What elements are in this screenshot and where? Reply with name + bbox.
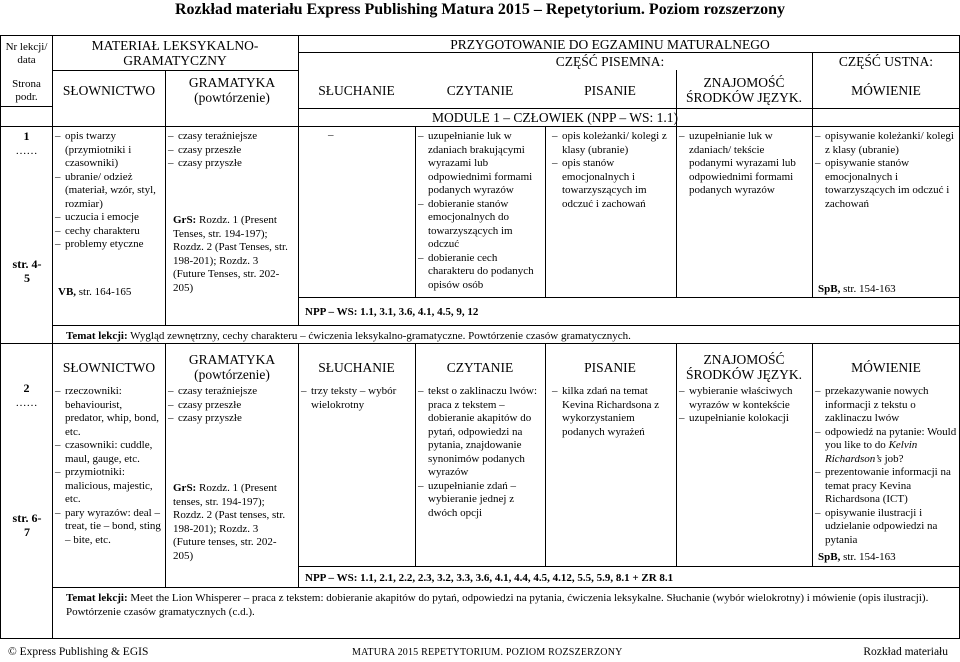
list-item: – uzupełnianie luk w zdaniach/ tekście podanymi wyrazami lub odpowiednimi formami podanych wyrazów	[679, 130, 809, 198]
list-item: – dobieranie cech charakteru do podanych opisów osób	[418, 252, 543, 293]
lesson1-page: str. 4-5	[12, 257, 42, 285]
lesson1-temat: Temat lekcji: Wygląd zewnętrzny, cechy charakteru – ćwiczenia leksykalno-gramatyczne. Powtórzenie czasów gramatycznych.	[66, 330, 631, 342]
list-item: – prezentowanie informacji na temat pracy Kevina Richardsona (ICT)	[815, 466, 958, 507]
list-item: – przekazywanie nowych informacji z tekstu o zaklinaczu lwów	[815, 385, 958, 426]
lesson2-znajomosc-list	[679, 385, 809, 426]
list-item: – problemy etyczne	[55, 238, 163, 252]
list-item: – czasy przyszłe	[168, 157, 293, 171]
header-sluchanie: SŁUCHANIE	[318, 83, 395, 98]
lesson2-sluchanie-list	[301, 385, 413, 412]
lesson1-czytanie-list	[418, 130, 543, 292]
lesson2-temat: Temat lekcji: Meet the Lion Whisperer – praca z tekstem: dobieranie akapitów do pytań, odpowiedzi na pytania, ćwiczenia leksykalne. Słuchanie (wybór wielokrotny) i mówienie (opis ilustracji). Powtórzenie czasów gramatycznych (c.d.).	[66, 592, 929, 618]
lesson2-page: str. 6-7	[12, 511, 42, 539]
npp-divider	[298, 566, 960, 567]
header-divider	[298, 108, 960, 109]
lesson1-pisanie-list	[552, 130, 674, 211]
lesson2-mowienie-list	[815, 385, 958, 547]
header-divider	[0, 126, 960, 127]
lesson2-header-mowienie: MÓWIENIE	[851, 360, 921, 375]
list-item: – tekst o zaklinaczu lwów: praca z tekstem – dobieranie akapitów do pytań, odpowiedzi na pytania, znajdowanie synonimów podanych wyrazów	[418, 385, 543, 480]
table-border-left	[0, 35, 1, 638]
header-strona: Strona podr.	[12, 78, 41, 103]
header-pisanie: PISANIE	[584, 83, 636, 98]
lesson1-nr: 1	[23, 129, 30, 143]
header-czesc-ustna: CZĘŚĆ USTNA:	[838, 54, 934, 69]
list-item: – odpowiedź na pytanie: Would you like to do Kelvin Richardson’s job?	[815, 426, 958, 467]
list-item: – przymiotniki: malicious, majestic, etc.	[55, 466, 163, 507]
col-divider	[52, 35, 53, 638]
lesson2-nr: 2	[23, 381, 30, 395]
list-item: – ubranie/ odzież (materiał, wzór, styl, rozmiar)	[55, 171, 163, 212]
lesson1-dots: ……	[15, 145, 38, 157]
lesson2-header-pisanie: PISANIE	[584, 360, 636, 375]
list-item: – opis twarzy (przymiotniki i czasowniki)	[55, 130, 163, 171]
lesson1-vb-ref: VB, str. 164-165	[58, 286, 132, 298]
col-divider	[545, 343, 546, 566]
footer-center: MATURA 2015 REPETYTORIUM. POZIOM ROZSZERZONY	[352, 647, 623, 658]
lesson2-dots: ……	[15, 397, 38, 409]
lesson2-spb-ref: SpB, str. 154-163	[818, 551, 896, 563]
lesson2-npp: NPP – WS: 1.1, 2.1, 2.2, 2.3, 3.2, 3.3, 3.6, 4.1, 4.4, 4.5, 4.12, 5.5, 5.9, 8.1 + ZR 8.1	[305, 572, 674, 584]
list-item: – czasy teraźniejsze	[168, 130, 293, 144]
list-item: – uzupełnianie zdań – wybieranie jednej z dwóch opcji	[418, 480, 543, 521]
list-item: – uczucia i emocje	[55, 211, 163, 225]
lesson1-npp: NPP – WS: 1.1, 3.1, 3.6, 4.1, 4.5, 9, 12	[305, 306, 479, 318]
list-item: – opisywanie ilustracji i udzielanie odpowiedzi na pytania	[815, 507, 958, 548]
list-item: – czasy przeszłe	[168, 399, 293, 413]
col-divider	[298, 35, 299, 325]
header-slownictwo: SŁOWNICTWO	[62, 83, 156, 98]
header-divider	[52, 70, 298, 71]
lesson2-header-gramatyka: GRAMATYKA (powtórzenie)	[188, 352, 276, 382]
lesson1-gramatyka-list	[168, 130, 293, 171]
footer-copyright: © Express Publishing & EGIS	[8, 646, 149, 658]
lesson1-spb-ref: SpB, str. 154-163	[818, 283, 896, 295]
lesson2-grs-ref: GrS: Rozdz. 1 (Present tenses, str. 194-197); Rozdz. 2 (Past tenses, str. 198-201); Rozdz. 3 (Future tenses, str. 202-205)	[173, 482, 286, 562]
lesson2-header-czytanie: CZYTANIE	[446, 360, 514, 375]
col-divider	[165, 343, 166, 587]
npp-divider	[298, 297, 960, 298]
list-item: – czasowniki: cuddle, maul, gauge, etc.	[55, 439, 163, 466]
header-divider	[298, 52, 960, 53]
lesson2-header-znajomosc: ZNAJOMOŚĆ ŚRODKÓW JĘZYK.	[685, 352, 802, 382]
list-item: – czasy przeszłe	[168, 144, 293, 158]
temat-divider	[52, 587, 960, 588]
list-item: – kilka zdań na temat Kevina Richardsona z wykorzystaniem podanych wyrażeń	[552, 385, 674, 439]
table-border-bottom	[0, 638, 960, 639]
list-item: – trzy teksty – wybór wielokrotny	[301, 385, 413, 412]
col-divider	[165, 70, 166, 325]
list-item: – opis stanów emocjonalnych i towarzyszących im odczuć i zachowań	[552, 157, 674, 211]
lesson1-mowienie-list	[815, 130, 958, 211]
list-item: – opis koleżanki/ kolegi z klasy (ubranie)	[552, 130, 674, 157]
lesson2-pisanie-list	[552, 385, 674, 439]
list-item: – rzeczowniki: behaviourist, predator, whip, bond, etc.	[55, 385, 163, 439]
lesson1-grs-ref: GrS: Rozdz. 1 (Present Tenses, str. 194-197); Rozdz. 2 (Past Tenses, str. 198-201); Rozdz. 3 (Future Tenses, str. 202-205)	[173, 214, 288, 294]
lesson2-czytanie-list	[418, 385, 543, 520]
list-item: – pary wyrazów: deal – treat, tie – bond, sting – bite, etc.	[55, 507, 163, 548]
list-item: – czasy przyszłe	[168, 412, 293, 426]
header-znajomosc: ZNAJOMOŚĆ ŚRODKÓW JĘZYK.	[685, 75, 802, 105]
lesson2-gramatyka-list	[168, 385, 293, 426]
lesson2-header-sluchanie: SŁUCHANIE	[318, 360, 395, 375]
page-title: Rozkład materiału Express Publishing Matura 2015 – Repetytorium. Poziom rozszerzony	[174, 1, 786, 18]
footer-right: Rozkład materiału	[863, 646, 948, 658]
col-divider	[545, 126, 546, 297]
lesson2-header-slownictwo: SŁOWNICTWO	[62, 360, 156, 375]
lesson1-znajomosc-list	[679, 130, 809, 198]
col-divider	[298, 343, 299, 587]
list-item: – uzupełnianie luk w zdaniach brakującymi wyrazami lub odpowiednimi formami podanych wyrazów	[418, 130, 543, 198]
col-divider	[812, 343, 813, 566]
header-divider	[0, 106, 52, 107]
lesson1-sluchanie: –	[328, 129, 334, 141]
list-item: – opisywanie koleżanki/ kolegi z klasy (ubranie)	[815, 130, 958, 157]
module-title: MODULE 1 – CZŁOWIEK (NPP – WS: 1.1)	[432, 110, 678, 125]
list-item: – czasy teraźniejsze	[168, 385, 293, 399]
col-divider	[415, 343, 416, 566]
list-item: – opisywanie stanów emocjonalnych i towarzyszących im odczuć i zachowań	[815, 157, 958, 211]
header-czytanie: CZYTANIE	[446, 83, 514, 98]
lesson2-slownictwo-list	[55, 385, 163, 547]
list-item: – wybieranie właściwych wyrazów w kontekście	[679, 385, 809, 412]
list-item: – uzupełnianie kolokacji	[679, 412, 809, 426]
list-item: – dobieranie stanów emocjonalnych do towarzyszących im odczuć	[418, 198, 543, 252]
lesson1-slownictwo-list	[55, 130, 163, 252]
col-divider	[415, 126, 416, 297]
list-item: – cechy charakteru	[55, 225, 163, 239]
header-przygotowanie: PRZYGOTOWANIE DO EGZAMINU MATURALNEGO	[450, 37, 770, 52]
header-nr-lekcji: Nr lekcji/ data	[5, 41, 48, 66]
header-mowienie: MÓWIENIE	[851, 83, 921, 98]
header-czesc-pisemna: CZĘŚĆ PISEMNA:	[555, 54, 665, 69]
header-material: MATERIAŁ LEKSYKALNO-GRAMATYCZNY	[91, 38, 259, 68]
temat-divider	[52, 325, 960, 326]
table-border-top	[0, 35, 960, 36]
header-gramatyka: GRAMATYKA (powtórzenie)	[188, 75, 276, 105]
